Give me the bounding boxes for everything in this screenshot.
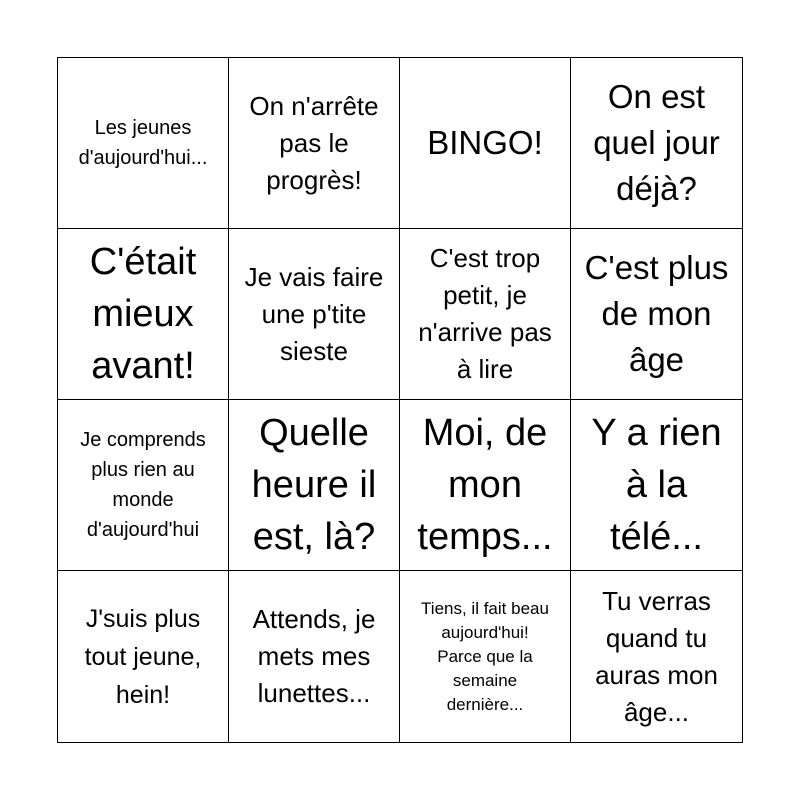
cell-text: Tu verras quand tu auras mon âge...	[595, 585, 718, 727]
bingo-cell-r3c1[interactable]	[58, 400, 229, 571]
cell-text: Les jeunes d'aujourd'hui...	[78, 117, 208, 169]
bingo-cell-r3c3[interactable]	[400, 400, 571, 571]
cell-text: C'était mieux avant!	[89, 241, 197, 387]
bingo-cell-free[interactable]	[400, 58, 571, 229]
cell-text: Moi, de mon temps...	[417, 412, 553, 558]
bingo-cell-r4c3[interactable]	[400, 571, 571, 742]
cell-text: BINGO!	[427, 124, 543, 161]
cell-text: Je vais faire une p'tite sieste	[244, 261, 384, 366]
cell-text: C'est plus de mon âge	[584, 249, 729, 378]
cell-text: Je comprends plus rien au monde d'aujourd'hui	[80, 429, 206, 541]
cell-text: Tiens, il fait beau aujourd'hui! Parce que la semaine dernière...	[421, 598, 549, 714]
cell-text: On n'arrête pas le progrès!	[249, 90, 379, 195]
bingo-cell-r3c2[interactable]	[229, 400, 400, 571]
bingo-cell-r1c4[interactable]	[571, 58, 742, 229]
bingo-cell-r1c1[interactable]	[58, 58, 229, 229]
cell-text: Attends, je mets mes lunettes...	[252, 604, 376, 708]
cell-text: Quelle heure il est, là?	[251, 412, 377, 558]
cell-text: Y a rien à la télé...	[591, 412, 722, 558]
bingo-cell-r2c4[interactable]	[571, 229, 742, 400]
cell-text: C'est trop petit, je n'arrive pas à lire	[418, 243, 552, 384]
bingo-cell-r2c2[interactable]	[229, 229, 400, 400]
cell-text: J'suis plus tout jeune, hein!	[84, 604, 202, 709]
bingo-cell-r4c1[interactable]	[58, 571, 229, 742]
bingo-card	[57, 57, 743, 743]
bingo-cell-r4c2[interactable]	[229, 571, 400, 742]
bingo-cell-r2c3[interactable]	[400, 229, 571, 400]
bingo-cell-r1c2[interactable]	[229, 58, 400, 229]
cell-text: On est quel jour déjà?	[593, 78, 720, 207]
bingo-cell-r3c4[interactable]	[571, 400, 742, 571]
bingo-cell-r2c1[interactable]	[58, 229, 229, 400]
bingo-cell-r4c4[interactable]	[571, 571, 742, 742]
